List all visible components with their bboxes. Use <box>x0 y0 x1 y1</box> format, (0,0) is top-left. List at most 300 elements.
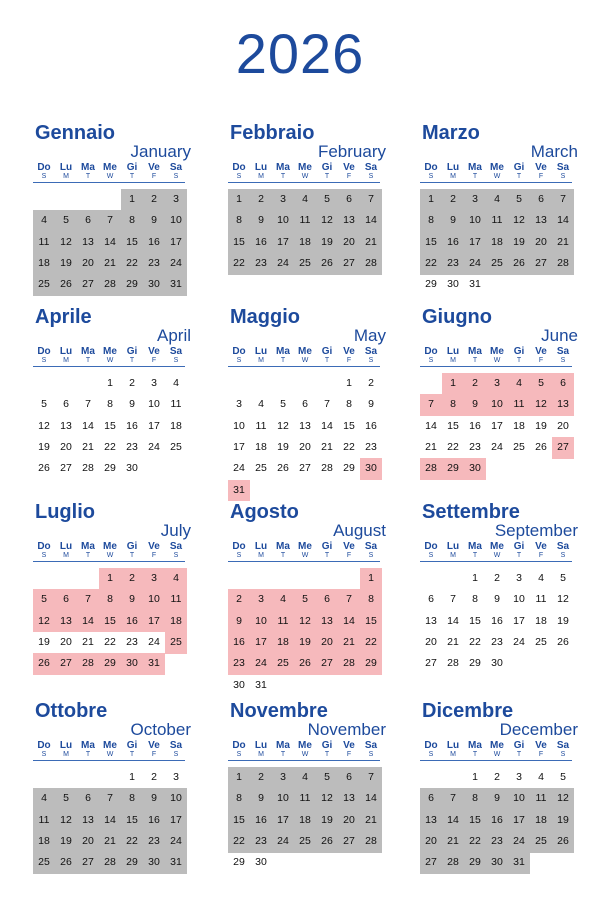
day-number: 21 <box>447 635 459 648</box>
weekday-label-it: Sa <box>556 541 570 552</box>
day-number: 2 <box>494 771 500 783</box>
day-number: 13 <box>557 398 569 411</box>
day-number: 12 <box>321 792 333 805</box>
day-number: 22 <box>469 635 481 648</box>
day-number: 21 <box>425 440 437 453</box>
weekday-label-en: W <box>493 751 501 758</box>
weekday-label-it: Ma <box>468 162 482 173</box>
weekday-label-it: Sa <box>169 162 183 173</box>
weekday-label-en: M <box>258 751 264 758</box>
day-number: 30 <box>491 657 503 670</box>
day-number: 7 <box>324 398 330 411</box>
header-rule <box>228 182 380 183</box>
month-title-en: May <box>353 326 386 345</box>
day-number: 8 <box>428 214 434 227</box>
day-number: 27 <box>343 834 355 847</box>
day-number: 30 <box>255 856 267 869</box>
day-number: 18 <box>535 614 547 627</box>
day-number: 17 <box>170 813 182 826</box>
weekday-label-it: Ve <box>148 162 160 173</box>
weekday-label-it: Ma <box>276 740 290 751</box>
day-number: 23 <box>148 256 160 269</box>
day-number: 8 <box>107 398 113 411</box>
day-number: 14 <box>365 792 377 805</box>
month-title-en: July <box>160 521 191 540</box>
weekday-label-en: S <box>368 552 374 559</box>
day-number: 29 <box>447 462 459 475</box>
day-number: 29 <box>469 856 481 869</box>
weekday-label-en: M <box>63 173 69 180</box>
day-number: 18 <box>255 440 267 453</box>
day-number: 7 <box>428 398 434 411</box>
weekday-label-en: M <box>450 357 456 364</box>
day-number: 5 <box>560 771 566 783</box>
day-number: 19 <box>60 256 72 269</box>
day-number: 18 <box>38 834 50 847</box>
day-number: 30 <box>148 856 160 869</box>
day-number: 24 <box>170 256 182 269</box>
weekday-label-en: T <box>472 357 478 364</box>
weekday-label-it: Me <box>103 346 117 357</box>
month-november <box>228 700 388 890</box>
day-number: 13 <box>82 235 94 248</box>
weekday-label-en: F <box>346 173 352 180</box>
weekday-label-en: T <box>324 552 330 559</box>
day-number: 22 <box>343 440 355 453</box>
day-number: 3 <box>173 771 179 783</box>
day-number: 29 <box>365 657 377 670</box>
day-number: 12 <box>277 419 289 432</box>
day-number: 29 <box>425 278 437 291</box>
day-number: 20 <box>60 440 72 453</box>
weekday-label-en: T <box>85 552 91 559</box>
day-number: 22 <box>469 834 481 847</box>
header-rule <box>33 561 185 562</box>
day-number: 27 <box>425 657 437 670</box>
day-number: 18 <box>299 235 311 248</box>
day-number: 20 <box>321 635 333 648</box>
day-number: 7 <box>85 593 91 606</box>
weekday-label-en: S <box>428 751 434 758</box>
day-number: 16 <box>469 419 481 432</box>
weekday-label-it: Sa <box>364 162 378 173</box>
month-july <box>33 501 193 691</box>
weekday-label-it: Me <box>103 740 117 751</box>
day-number: 16 <box>148 235 160 248</box>
day-number: 27 <box>82 278 94 291</box>
weekday-label-en: S <box>236 173 242 180</box>
day-number: 11 <box>299 792 311 805</box>
day-number: 5 <box>41 398 47 411</box>
day-number: 10 <box>469 214 481 227</box>
day-number: 18 <box>38 256 50 269</box>
day-number: 27 <box>535 256 547 269</box>
day-number: 18 <box>535 813 547 826</box>
day-number: 17 <box>469 235 481 248</box>
month-title-en: June <box>541 326 578 345</box>
weekday-label-en: T <box>85 173 91 180</box>
month-title-en: January <box>130 142 191 161</box>
day-number: 28 <box>557 256 569 269</box>
day-number: 7 <box>450 593 456 606</box>
day-number: 16 <box>255 813 267 826</box>
day-number: 10 <box>233 419 245 432</box>
day-number: 20 <box>82 834 94 847</box>
weekday-label-it: Gi <box>126 346 138 357</box>
weekday-label-en: M <box>63 357 69 364</box>
day-number: 4 <box>280 593 286 606</box>
weekday-label-it: Gi <box>321 346 333 357</box>
month-title-en: April <box>156 326 191 345</box>
weekday-label-en: T <box>85 751 91 758</box>
weekday-label-it: Lu <box>59 162 73 173</box>
weekday-label-it: Ma <box>276 346 290 357</box>
day-number: 9 <box>151 214 157 227</box>
day-number: 21 <box>365 813 377 826</box>
day-number: 1 <box>236 771 242 783</box>
day-number: 4 <box>173 572 179 584</box>
weekday-label-en: S <box>236 357 242 364</box>
day-number: 2 <box>236 593 242 606</box>
weekday-label-it: Ve <box>343 541 355 552</box>
weekday-label-it: Gi <box>126 740 138 751</box>
day-number: 23 <box>233 657 245 670</box>
weekday-label-it: Do <box>37 162 51 173</box>
day-number: 4 <box>302 771 308 783</box>
day-number: 1 <box>368 572 374 584</box>
day-number: 28 <box>343 657 355 670</box>
month-title-it: Giugno <box>422 306 492 328</box>
day-number: 6 <box>63 593 69 606</box>
day-number: 3 <box>280 193 286 205</box>
weekday-label-en: F <box>151 552 157 559</box>
day-number: 10 <box>513 593 525 606</box>
day-number: 4 <box>516 377 522 389</box>
weekday-label-it: Do <box>424 740 438 751</box>
weekday-label-it: Do <box>232 541 246 552</box>
weekday-label-en: F <box>538 552 544 559</box>
weekday-label-it: Me <box>103 162 117 173</box>
header-rule <box>33 182 185 183</box>
day-number: 28 <box>365 834 377 847</box>
day-number: 15 <box>469 813 481 826</box>
header-rule <box>228 366 380 367</box>
weekday-label-en: W <box>106 552 114 559</box>
month-february <box>228 122 388 312</box>
day-number: 3 <box>516 771 522 783</box>
day-number: 11 <box>513 398 525 411</box>
weekday-label-en: T <box>280 173 286 180</box>
weekday-label-en: S <box>173 357 179 364</box>
day-number: 22 <box>126 834 138 847</box>
weekday-label-it: Gi <box>126 162 138 173</box>
day-number: 27 <box>60 462 72 475</box>
day-number: 19 <box>299 635 311 648</box>
day-number: 11 <box>38 813 50 826</box>
day-number: 10 <box>491 398 503 411</box>
day-number: 17 <box>277 235 289 248</box>
weekday-label-en: T <box>129 552 135 559</box>
weekday-label-it: Lu <box>446 162 460 173</box>
day-number: 15 <box>233 235 245 248</box>
weekday-label-it: Lu <box>59 740 73 751</box>
weekday-label-en: S <box>173 173 179 180</box>
weekday-label-en: S <box>428 357 434 364</box>
day-number: 8 <box>107 593 113 606</box>
weekday-label-it: Sa <box>169 541 183 552</box>
day-number: 6 <box>85 214 91 227</box>
weekday-label-it: Sa <box>364 740 378 751</box>
day-number: 11 <box>491 214 503 227</box>
day-number: 9 <box>236 614 242 627</box>
day-number: 9 <box>472 398 478 411</box>
day-number: 20 <box>557 419 569 432</box>
day-number: 6 <box>428 593 434 606</box>
day-number: 7 <box>346 593 352 606</box>
weekday-label-en: W <box>301 357 309 364</box>
day-number: 26 <box>513 256 525 269</box>
day-number: 1 <box>428 193 434 205</box>
header-rule <box>420 561 572 562</box>
weekday-label-it: Me <box>490 541 504 552</box>
day-number: 24 <box>255 657 267 670</box>
day-number: 13 <box>321 614 333 627</box>
weekday-label-it: Ma <box>468 346 482 357</box>
day-number: 10 <box>170 214 182 227</box>
day-number: 2 <box>258 771 264 783</box>
weekday-label-it: Ma <box>468 541 482 552</box>
weekday-label-en: T <box>280 751 286 758</box>
day-number: 14 <box>82 614 94 627</box>
day-number: 16 <box>233 635 245 648</box>
day-number: 6 <box>85 792 91 805</box>
day-number: 26 <box>321 834 333 847</box>
day-number: 17 <box>148 419 160 432</box>
day-number: 10 <box>148 593 160 606</box>
day-number: 24 <box>233 462 245 475</box>
day-number: 18 <box>299 813 311 826</box>
day-number: 2 <box>472 377 478 389</box>
day-number: 9 <box>151 792 157 805</box>
weekday-label-en: W <box>493 552 501 559</box>
day-number: 23 <box>255 834 267 847</box>
weekday-label-en: S <box>173 751 179 758</box>
weekday-label-it: Gi <box>321 740 333 751</box>
day-number: 8 <box>450 398 456 411</box>
weekday-label-it: Do <box>37 541 51 552</box>
month-october <box>33 700 193 890</box>
month-title-it: Ottobre <box>35 700 108 722</box>
weekday-label-en: W <box>493 173 501 180</box>
day-number: 14 <box>82 419 94 432</box>
weekday-label-it: Me <box>298 740 312 751</box>
day-number: 28 <box>365 256 377 269</box>
day-number: 9 <box>368 398 374 411</box>
day-number: 18 <box>513 419 525 432</box>
day-number: 28 <box>104 278 116 291</box>
day-number: 24 <box>148 635 160 648</box>
day-number: 20 <box>299 440 311 453</box>
day-number: 3 <box>280 771 286 783</box>
day-number: 23 <box>365 440 377 453</box>
weekday-label-it: Gi <box>321 541 333 552</box>
weekday-label-it: Sa <box>169 346 183 357</box>
day-number: 5 <box>63 792 69 805</box>
weekday-label-en: S <box>428 173 434 180</box>
day-number: 21 <box>557 235 569 248</box>
month-title-it: Maggio <box>230 306 300 328</box>
year-title: 2026 <box>235 22 365 85</box>
day-number: 3 <box>494 377 500 389</box>
weekday-label-it: Sa <box>364 346 378 357</box>
weekday-label-it: Gi <box>513 346 525 357</box>
day-number: 14 <box>343 614 355 627</box>
day-number: 26 <box>38 657 50 670</box>
day-number: 15 <box>447 419 459 432</box>
weekday-label-en: T <box>280 552 286 559</box>
day-number: 25 <box>535 834 547 847</box>
weekday-label-en: W <box>106 357 114 364</box>
weekday-label-it: Do <box>37 740 51 751</box>
day-number: 1 <box>107 572 113 584</box>
day-number: 14 <box>557 214 569 227</box>
weekday-label-it: Lu <box>254 541 268 552</box>
day-number: 24 <box>277 256 289 269</box>
month-title-en: October <box>130 720 191 739</box>
weekday-label-it: Gi <box>126 541 138 552</box>
day-number: 19 <box>557 813 569 826</box>
day-number: 17 <box>491 419 503 432</box>
day-number: 20 <box>535 235 547 248</box>
day-number: 1 <box>472 572 478 584</box>
day-number: 25 <box>491 256 503 269</box>
day-number: 10 <box>277 214 289 227</box>
day-number: 29 <box>126 278 138 291</box>
day-number: 8 <box>236 792 242 805</box>
day-number: 9 <box>450 214 456 227</box>
month-june <box>420 306 580 496</box>
weekday-label-en: T <box>129 173 135 180</box>
weekday-label-en: W <box>106 751 114 758</box>
day-number: 25 <box>255 462 267 475</box>
month-august <box>228 501 388 691</box>
weekday-label-it: Ma <box>81 541 95 552</box>
day-number: 3 <box>151 377 157 389</box>
day-number: 13 <box>60 419 72 432</box>
day-number: 14 <box>104 235 116 248</box>
weekday-label-it: Sa <box>556 162 570 173</box>
day-number: 22 <box>104 440 116 453</box>
day-number: 3 <box>472 193 478 205</box>
day-number: 13 <box>425 813 437 826</box>
day-number: 27 <box>321 657 333 670</box>
day-number: 21 <box>343 635 355 648</box>
day-number: 5 <box>560 572 566 584</box>
day-number: 16 <box>148 813 160 826</box>
weekday-label-en: T <box>129 357 135 364</box>
day-number: 22 <box>425 256 437 269</box>
day-number: 31 <box>170 278 182 291</box>
day-number: 10 <box>170 792 182 805</box>
weekday-label-en: F <box>151 173 157 180</box>
day-number: 21 <box>82 440 94 453</box>
weekday-label-en: M <box>450 173 456 180</box>
day-number: 13 <box>535 214 547 227</box>
day-number: 12 <box>321 214 333 227</box>
day-number: 11 <box>535 792 547 805</box>
weekday-label-it: Sa <box>169 740 183 751</box>
day-number: 23 <box>255 256 267 269</box>
day-number: 11 <box>535 593 547 606</box>
day-number: 5 <box>302 593 308 606</box>
weekday-label-it: Me <box>298 541 312 552</box>
day-number: 12 <box>557 593 569 606</box>
header-rule <box>420 760 572 761</box>
day-number: 24 <box>277 834 289 847</box>
day-number: 11 <box>277 614 289 627</box>
day-number: 2 <box>129 572 135 584</box>
weekday-label-it: Gi <box>321 162 333 173</box>
day-number: 15 <box>104 614 116 627</box>
day-number: 13 <box>343 792 355 805</box>
weekday-label-en: W <box>106 173 114 180</box>
weekday-label-en: F <box>346 357 352 364</box>
day-number: 21 <box>104 834 116 847</box>
weekday-label-en: T <box>324 751 330 758</box>
weekday-label-it: Do <box>232 346 246 357</box>
day-number: 16 <box>126 614 138 627</box>
day-number: 5 <box>63 214 69 227</box>
weekday-label-en: F <box>151 751 157 758</box>
day-number: 19 <box>38 635 50 648</box>
day-number: 1 <box>450 377 456 389</box>
day-number: 29 <box>126 856 138 869</box>
day-number: 11 <box>299 214 311 227</box>
weekday-label-en: S <box>560 751 566 758</box>
day-number: 17 <box>170 235 182 248</box>
weekday-label-en: T <box>516 357 522 364</box>
month-title-it: Febbraio <box>230 122 315 144</box>
day-number: 26 <box>557 834 569 847</box>
day-number: 2 <box>129 377 135 389</box>
day-number: 28 <box>447 657 459 670</box>
weekday-label-it: Ve <box>343 740 355 751</box>
day-number: 20 <box>82 256 94 269</box>
month-may <box>228 306 388 496</box>
weekday-label-en: W <box>301 751 309 758</box>
weekday-label-en: F <box>346 552 352 559</box>
day-number: 4 <box>173 377 179 389</box>
month-title-it: Aprile <box>35 306 92 328</box>
day-number: 22 <box>126 256 138 269</box>
day-number: 29 <box>469 657 481 670</box>
day-number: 13 <box>425 614 437 627</box>
day-number: 30 <box>126 462 138 475</box>
header-rule <box>420 182 572 183</box>
day-number: 10 <box>255 614 267 627</box>
month-title-it: Settembre <box>422 501 520 523</box>
day-number: 22 <box>233 256 245 269</box>
month-title-it: Agosto <box>230 501 299 523</box>
day-number: 15 <box>343 419 355 432</box>
day-number: 18 <box>277 635 289 648</box>
day-number: 12 <box>513 214 525 227</box>
day-number: 7 <box>560 193 566 205</box>
month-january <box>33 122 193 312</box>
weekday-label-en: F <box>538 357 544 364</box>
weekday-label-it: Do <box>424 162 438 173</box>
day-number: 24 <box>148 440 160 453</box>
